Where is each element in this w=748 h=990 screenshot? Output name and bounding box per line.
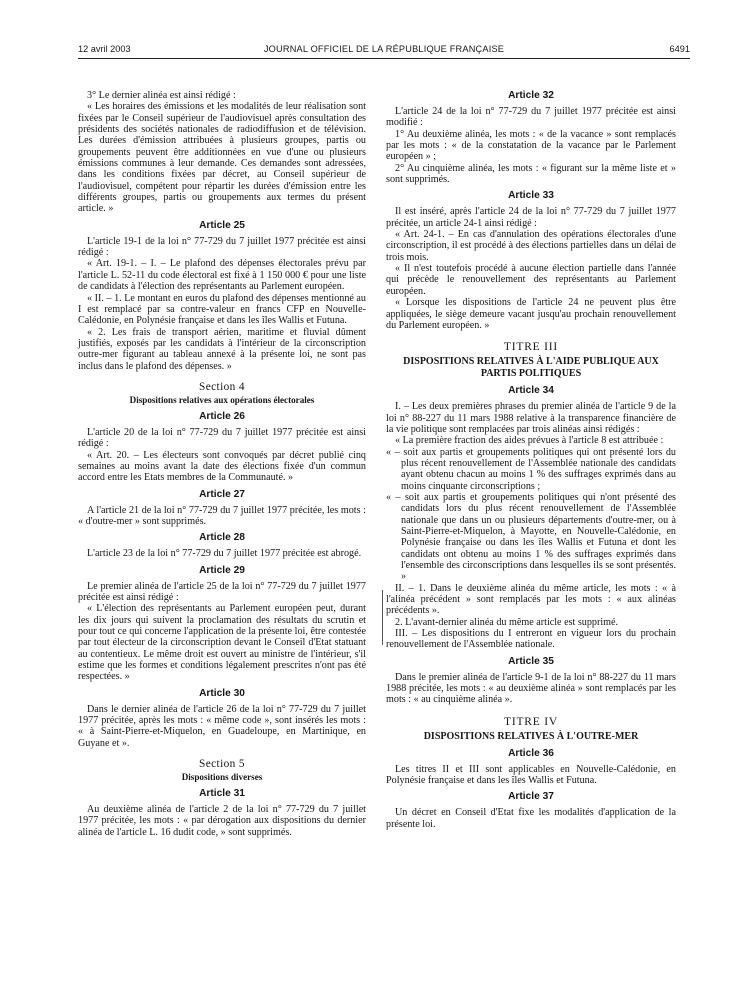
section-subtitle: Dispositions relatives aux opérations électorales xyxy=(129,394,315,405)
title-subtitle: DISPOSITIONS RELATIVES À L'OUTRE-MER xyxy=(423,730,639,742)
paragraph: I. – Les deux premières phrases du premier alinéa de l'article 9 de la loi n° 88-227 du 11 mars 1988 relative à la transparence financière de la vie politique sont remplacées par trois alinéas ainsi rédigés : xyxy=(386,401,676,435)
article-heading: Article 34 xyxy=(508,385,554,397)
paragraph: « L'élection des représentants au Parlement européen peut, durant les dix jours qui suivent la proclamation des résultats du scrutin et pour tout ce qui concerne l'application de la présente loi, être contestée par tout électeur de la circonscription devant le Conseil d'Etat statuant au contentieux. Le même droit est ouvert au ministre de l'intérieur, s'il estime que les formes et conditions légalement prescrites n'ont pas été respectées. » xyxy=(78,603,366,683)
paragraph: « 2. Les frais de transport aérien, maritime et fluvial dûment justifiés, exposés par les candidats à l'intérieur de la circonscription outre-mer figurant au tableau annexé à la présente loi, ne sont pas inclus dans le plafond des dépenses. » xyxy=(78,326,366,372)
article-heading: Article 31 xyxy=(199,788,245,800)
paragraph: 1° Au deuxième alinéa, les mots : « de la vacance » sont remplacés par les mots : « de la constatation de la vacance par le Parlement européen » ; xyxy=(386,128,676,163)
article-heading: Article 26 xyxy=(199,410,245,422)
bullet-paragraph: « – soit aux partis et groupements politiques qui n'ont présenté des candidats lors du plus récent renouvellement de l'Assemblée nationale que dans un ou plusieurs départements d'outre-mer, ou à Saint-Pierre-et-Miquelon, à Mayotte, en Nouvelle-Calédonie, en Polynésie française ou dans les îles Wallis et Futuna et dont les candidats ont obtenu au moins 1 % des suffrages exprimés dans l'ensemble des circonscriptions dans lesquelles ils se sont présentés. » xyxy=(386,491,676,583)
section-subtitle: Dispositions diverses xyxy=(181,772,263,783)
article-heading: Article 32 xyxy=(508,90,554,101)
paragraph: L'article 20 de la loi n° 77-729 du 7 juillet 1977 précitée est ainsi rédigé : xyxy=(78,426,366,450)
journal-title: JOURNAL OFFICIEL DE LA RÉPUBLIQUE FRANÇAISE xyxy=(263,44,505,54)
article-heading: Article 25 xyxy=(199,219,245,231)
paragraph: Dans le premier alinéa de l'article 9-1 de la loi n° 88-227 du 11 mars 1988 précitée, les mots : « au deuxième alinéa » sont remplacés par les mots : « au cinquième alinéa ». xyxy=(386,671,676,706)
article-heading: Article 35 xyxy=(508,655,554,667)
article-heading: Article 33 xyxy=(508,190,554,202)
title-subtitle: DISPOSITIONS RELATIVES À L'AIDE PUBLIQUE AUX PARTIS POLITIQUES xyxy=(403,356,659,380)
paragraph: Les titres II et III sont applicables en Nouvelle-Calédonie, en Polynésie française et dans les îles Wallis et Futuna. xyxy=(386,763,676,787)
header-rule xyxy=(78,58,690,59)
article-heading: Article 29 xyxy=(199,564,245,576)
left-column xyxy=(78,90,366,838)
paragraph: Un décret en Conseil d'Etat fixe les modalités d'application de la présente loi. xyxy=(386,807,676,830)
article-heading: Article 27 xyxy=(199,488,245,500)
paragraph: « Lorsque les dispositions de l'article 24 ne peuvent plus être appliquées, le siège demeure vacant jusqu'au prochain renouvellement du Parlement européen. » xyxy=(386,297,676,331)
paragraph: 2. L'avant-dernier alinéa du même article est supprimé. xyxy=(395,616,619,628)
right-column xyxy=(386,90,676,830)
article-heading: Article 28 xyxy=(199,532,245,544)
paragraph: L'article 23 de la loi n° 77-729 du 7 juillet 1977 précitée est abrogé. xyxy=(87,548,362,560)
paragraph: Le premier alinéa de l'article 25 de la loi n° 77-729 du 7 juillet 1977 précitée est ainsi rédigé : xyxy=(78,580,366,603)
article-heading: Article 36 xyxy=(508,747,554,759)
paragraph: « Art. 24-1. – En cas d'annulation des opérations électorales d'une circonscription, il est procédé à des élections partielles dans un délai de trois mois. xyxy=(386,229,676,263)
title-heading: TITRE IV xyxy=(504,715,558,728)
paragraph: II. – 1. Dans le deuxième alinéa du même article, les mots : « à l'alinéa précédent » sont remplacés par les mots : « aux alinéas précédents ». xyxy=(386,582,676,617)
paragraph: L'article 24 de la loi n° 77-729 du 7 juillet 1977 précitée est ainsi modifié : xyxy=(386,106,676,129)
paragraph: « Il n'est toutefois procédé à aucune élection partielle dans l'année qui précède le renouvellement des représentants au Parlement européen. xyxy=(386,263,676,297)
paragraph: Dans le dernier alinéa de l'article 26 de la loi n° 77-729 du 7 juillet 1977 précitée, après les mots : « même code », sont insérés les mots : « à Saint-Pierre-et-Miquelon, en Guadeloupe, en Martinique, en Guyane et ». xyxy=(78,703,366,749)
issue-date: 12 avril 2003 xyxy=(78,44,131,54)
paragraph: Au deuxième alinéa de l'article 2 de la loi n° 77-729 du 7 juillet 1977 précitée, les mots : « par dérogation aux dispositions du dernier alinéa de l'article L. 16 dudit code, » sont supprimés. xyxy=(78,804,366,838)
paragraph: A l'article 21 de la loi n° 77-729 du 7 juillet 1977 précitée, les mots : « d'outre-mer » sont supprimés. xyxy=(78,504,366,527)
paragraph: Il est inséré, après l'article 24 de la loi n° 77-729 du 7 juillet 1977 précitée, un article 24-1 ainsi rédigé : xyxy=(386,206,676,229)
paragraph: 3° Le dernier alinéa est ainsi rédigé : xyxy=(87,90,236,101)
paragraph: « La première fraction des aides prévues à l'article 8 est attribuée : xyxy=(395,435,664,447)
paragraph: 2° Au cinquième alinéa, les mots : « figurant sur la même liste et » sont supprimés. xyxy=(386,162,676,186)
page-header xyxy=(78,44,690,58)
paragraph: « II. – 1. Le montant en euros du plafond des dépenses mentionné au I est remplacé par sa contre-valeur en francs CFP en Nouvelle-Calédonie, en Polynésie française et dans les îles Wallis et Futuna. xyxy=(78,292,366,327)
page-number: 6491 xyxy=(669,44,690,54)
bullet-paragraph: « – soit aux partis et groupements politiques qui ont présenté lors du plus récent renouvellement de l'Assemblée nationale des candidats ayant obtenu chacun au moins 1 % des suffrages exprimés dans au moins cinquante circonscriptions ; xyxy=(386,446,676,492)
section-heading: Section 5 xyxy=(199,758,245,771)
paragraph: « Les horaires des émissions et les modalités de leur réalisation sont fixées par le Conseil supérieur de l'audiovisuel après consultation des présidents des sociétés nationales de radiodiffusion et de télévision. Les durées d'émission attribuées à plusieurs groupes, partis ou groupements peuvent être additionnées en vue d'une ou plusieurs émissions communes à leur demande. Ces demandes sont adressées, dans les conditions fixées par décret, au Conseil supérieur de l'audiovisuel, compétent pour répartir les durées d'émission entre les différents groupes, partis ou groupements aux termes du présent article. » xyxy=(78,101,366,215)
paragraph: III. – Les dispositions du I entreront en vigueur lors du prochain renouvellement de l'Assemblée nationale. xyxy=(386,628,676,651)
paragraph: « Art. 20. – Les électeurs sont convoqués par décret publié cinq semaines au moins avant la date des élections fixée d'un commun accord entre les Etats membres de la Communauté. » xyxy=(78,449,366,484)
title-heading: TITRE III xyxy=(503,341,559,354)
article-heading: Article 30 xyxy=(199,687,245,699)
paragraph: « Art. 19-1. – I. – Le plafond des dépenses électorales prévu par l'article L. 52-11 du code électoral est fixé à 1 150 000 € pour une liste de candidats à l'élection des représentants au Parlement européen. xyxy=(78,258,366,293)
paragraph: L'article 19-1 de la loi n° 77-729 du 7 juillet 1977 précitée est ainsi rédigé : xyxy=(78,235,366,259)
article-heading: Article 37 xyxy=(508,791,554,803)
margin-bar xyxy=(382,590,383,645)
section-heading: Section 4 xyxy=(199,380,245,393)
